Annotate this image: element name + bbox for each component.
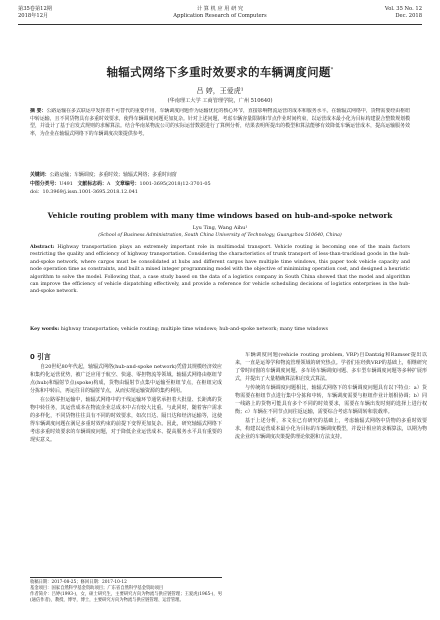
date-cn: 2018年12月 xyxy=(18,12,49,19)
keywords-en-text: highway transportation; vehicle routing; multiple time windows; hub-and-spoke network; many time windows xyxy=(60,327,328,332)
doc-code-value: A xyxy=(106,181,111,187)
paper-title-en: Vehicle routing problem with many time windows based on hub-and-spoke network xyxy=(47,211,393,220)
keywords-cn xyxy=(30,172,177,180)
keywords-en-label: Key words: xyxy=(30,326,60,332)
body-paragraph: 与传统的车辆调度问题相比，轴辐式网络下的车辆调度问题具有以下特点：a）货物需要在枢纽节点进行集中分拣和中转，车辆调度需要与枢纽作业计划相协调；b）同一线路上的货物可能具有多个不同的时效要求，需要在车辆出发时刻的选择上进行权衡；c）车辆在不同节点间往返运输，需要综合考虑车辆周转和装载率。 xyxy=(235,385,427,415)
article-number-label: 文章编号： xyxy=(115,181,140,187)
abstract-en-label: Abstract: xyxy=(30,244,55,250)
classification-line xyxy=(30,181,211,189)
first-page-footnote xyxy=(30,577,222,604)
body-paragraph: 基于上述分析，本文在已有研究的基础上，考虑轴辐式网络中货物的多重时效要求，构建以运营成本最小化为目标的车辆调度模型，并设计相应的求解算法，以期为物流企业的车辆调度决策提供理论依据和方法支持。 xyxy=(235,418,427,441)
body-paragraph: 车辆调度问题(vehicle routing problem, VRP)自Dantzig和Ramser提出以来，一直是运筹学和物流管理领域的研究热点。学者们在经典VRP的基础上，相继研究了带时间窗的车辆调度问题、多车场车辆调度问题、多车型车辆调度问题等多种扩展形式，并提出了大量精确算法和启发式算法。 xyxy=(235,352,427,382)
clc-value: U491 xyxy=(59,181,73,187)
body-paragraph: 在公路零担运输中，轴辐式网络中的干线运输环节通常承担着大批量、长距离的货物中转任务，其运营成本在物流企业总成本中占有较大比重。与此同时，随着客户需求的多样化，不同货物往往具有不同的时效要求，如次日达、隔日达和经济运输等，这使得车辆调度问题在满足多重时效约束的前提下变得更加复杂。因此，研究轴辐式网络下考虑多重时效要求的车辆调度问题，对于降低企业运营成本、提高服务水平具有重要的现实意义。 xyxy=(30,397,222,443)
paper-title-cn xyxy=(20,64,420,80)
authors-cn: 吕 婷，王爱虎¹ xyxy=(196,87,244,95)
section-heading-intro: 0 引言 xyxy=(30,353,51,361)
abstract-cn xyxy=(30,108,410,170)
doi-value: 10.3969/j.issn.1001-3695.2018.12.041 xyxy=(42,189,138,195)
paper-title-cn-text: 轴辐式网络下多重时效要求的车辆调度问题 xyxy=(106,65,331,79)
volume-issue-en: Vol. 35 No. 12 xyxy=(384,6,422,12)
article-number-value: 1001-3695(2018)12-3701-05 xyxy=(139,181,211,187)
running-header xyxy=(18,5,422,25)
body-column-left xyxy=(30,352,222,570)
journal-name xyxy=(18,6,422,19)
clc-label: 中图分类号： xyxy=(30,181,60,187)
doc-code-label: 文献标志码： xyxy=(77,181,107,187)
journal-volume xyxy=(385,6,422,19)
body-column-right xyxy=(235,352,427,570)
abstract-cn-text: 公路运输在多式联运中发挥着不可替代的重要作用，车辆调度问题作为运输优化的核心环节，直接影响物流运营的成本和服务水平。在轴辐式网络中，货物需要经由枢纽中转运输，且不同货物具有多重时效要求，使得车辆调度问题更加复杂。针对上述问题，考虑车辆容量限制和节点作业时间约束，以运营成本最小化为目标构建混合整数规划模型，并设计了基于启发式规则的求解算法。结合华南某物流公司的实际运营数据进行了算例分析，结果表明所提出的模型和算法能够有效降低车辆运营成本，提高运输服务效率，为企业在轴辐式网络下的车辆调度决策提供参考。 xyxy=(30,108,410,137)
abstract-cn-label: 摘 要： xyxy=(30,108,47,114)
author-bio: 作者简介：吕婷(1993-)，女，硕士研究生，主要研究方向为物流与供应链管理；王爱虎(1965-)，男(通信作者)，教授，博导，博士，主要研究方向为物流与供应链管理、运营管理。 xyxy=(30,592,222,604)
fund-info: 基金项目：国家自然科学基金资助项目；广东省自然科学基金资助项目 xyxy=(30,586,164,592)
authors-en: Lyu Ting, Wang Aihu¹ xyxy=(192,225,248,231)
affiliation-en: (School of Business Administration, South China University of Technology, Guangzhou 510640, China) xyxy=(98,233,342,238)
date-en: Dec. 2018 xyxy=(395,12,422,19)
keywords-cn-text: 公路运输；车辆调度；多重时效；轴辐式网络；多重时间窗 xyxy=(49,172,177,178)
title-footnote-mark: * xyxy=(330,67,334,74)
affiliation-cn: (华南理工大学 工商管理学院，广州 510640) xyxy=(167,98,273,104)
abstract-en-text: Highway transportation plays an extremely important role in multimodal transport. Vehicle routing is becoming one of the main factors restricting the quality and efficiency of highway transportation. Considering the characteristics of trunk transport of less-than-truckload goods in the hub-and-spoke network, where cargos must be consolidated at hubs and different cargos have multiple time windows, this paper took vehicle capacity and node operation time as constraints, and built a mixed integer programming model with the objective of minimizing operation cost, and designed a heuristic algorithm to solve the model. Following that, a case study based on the data of a logistics company in South China showed that the model and algorithm can improve the efficiency of vehicle dispatching effectively, and provide a reference for vehicle scheduling decisions of logistics enterprises in the hub-and-spoke network. xyxy=(30,245,410,295)
keywords-en xyxy=(30,326,410,333)
body-paragraph: 自20世纪80年代起，轴辐式网络(hub-and-spoke network)凭借其规模经济效应和集约化运营优势，被广泛应用于航空、快递、零担物流等领域。轴辐式网络由枢纽节点(hub)和辐射节点(spoke)构成，货物由辐射节点集中运输至枢纽节点，在枢纽完成分拣和中转后，再运往目的辐射节点，从而实现运输资源的集约利用。 xyxy=(30,364,222,394)
journal-name-en: Application Research of Computers xyxy=(173,12,267,19)
volume-issue-cn: 第35卷第12期 xyxy=(18,6,52,12)
received-date: 收稿日期：2017-08-25；修回日期：2017-10-12 xyxy=(30,580,127,585)
journal-name-cn: 计 算 机 应 用 研 究 xyxy=(196,6,244,12)
keywords-cn-label: 关键词： xyxy=(30,172,50,178)
doi-label: doi： xyxy=(30,189,43,195)
doi-line xyxy=(30,189,138,197)
abstract-en xyxy=(30,244,410,322)
